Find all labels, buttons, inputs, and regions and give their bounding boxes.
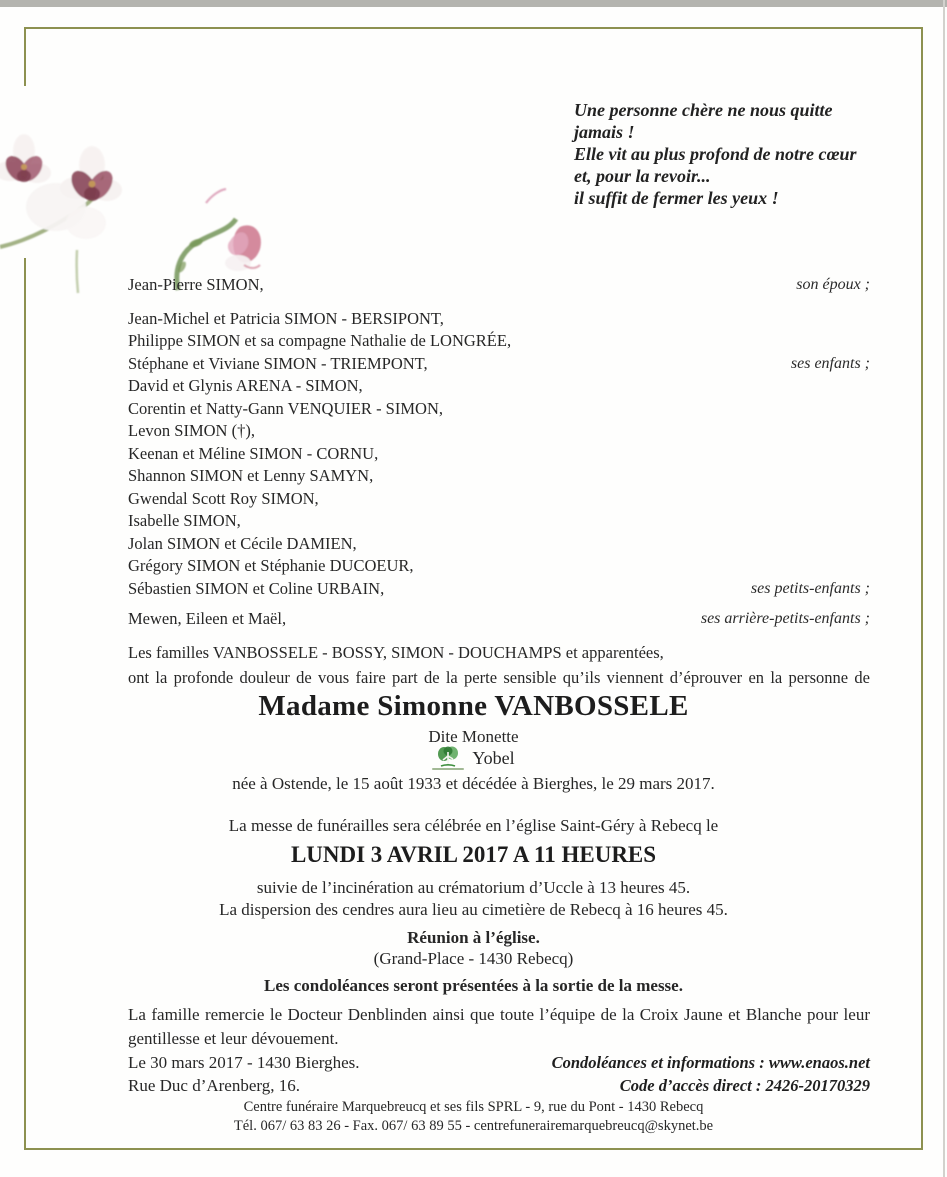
ashes-info: La dispersion des cendres aura lieu au cimetière de Rebecq à 16 heures 45. [219,900,728,919]
relation-label: ses arrière-petits-enfants ; [700,610,870,627]
notice-address: Rue Duc d’Arenberg, 16. [128,1076,301,1095]
green-tree-icon [437,746,459,767]
relation-label: ses petits-enfants ; [750,579,870,597]
family-names: Jean-Pierre SIMON, [128,275,264,294]
family-row [128,578,870,601]
deceased-name: Madame Simonne VANBOSSELE [258,690,689,722]
family-names: Philippe SIMON et sa compagne Nathalie de LONGRÉE, [128,331,512,350]
family-row [128,420,870,443]
family-names: Isabelle SIMON, [128,511,241,530]
family-row [128,488,870,511]
family-row [128,443,870,466]
family-list [128,274,870,664]
family-names: Mewen, Eileen et Maël, [128,609,287,628]
poem-line: et, pour la revoir... [574,166,711,186]
condolences-website: Condoléances et informations : www.enaos.net [551,1053,870,1072]
family-names: Les familles VANBOSSELE - BOSSY, SIMON - DOUCHAMPS et apparentées, [128,642,664,662]
family-row [128,533,870,556]
family-names: Stéphane et Viviane SIMON - TRIEMPONT, [128,353,428,373]
family-names: Gwendal Scott Roy SIMON, [128,488,319,508]
announcement-intro: ont la profonde douleur de vous faire part de la perte sensible qu’ils viennent d’éprouver en la personne de [128,668,870,687]
footer-address-block [128,1051,360,1097]
family-row [128,308,870,331]
relation-label: son époux ; [796,276,870,293]
family-row [128,642,870,665]
family-names: Shannon SIMON et Lenny SAMYN, [128,466,374,485]
orchid-watercolor-icon [0,85,270,300]
association-row [0,746,947,770]
scan-edge-right [943,0,945,1177]
family-names: Keenan et Méline SIMON - CORNU, [128,443,379,463]
meeting-place: (Grand-Place - 1430 Rebecq) [373,949,574,968]
family-row [128,608,870,631]
thanks-paragraph: La famille remercie le Docteur Denblinden ainsi que toute l’équipe de la Croix Jaune et Blanche pour leur gentillesse et leur dévouement. [128,1005,870,1048]
family-row [128,353,870,376]
condolences-note: Les condoléances seront présentées à la sortie de la messe. [264,976,683,995]
family-names: David et Glynis ARENA - SIMON, [128,376,363,395]
family-names: Grégory SIMON et Stéphanie DUCOEUR, [128,556,414,575]
ceremony-date: LUNDI 3 AVRIL 2017 A 11 HEURES [290,842,657,867]
family-row [128,398,870,421]
family-row [128,465,870,488]
family-row [128,330,870,353]
family-row [128,510,870,533]
funeral-home-contact: Tél. 067/ 63 83 26 - Fax. 067/ 63 89 55 - centrefunerairemarquebreucq@skynet.be [233,1118,714,1134]
association-name: Yobel [472,748,515,768]
access-code: Code d’accès direct : 2426-20170329 [619,1076,870,1095]
memorial-poem [574,99,884,209]
footer-enaos-block [552,1051,870,1097]
life-dates: née à Ostende, le 15 août 1933 et décédée à Bierghes, le 29 mars 2017. [232,774,715,793]
meeting-info: Réunion à l’église. [407,928,540,947]
relation-label: ses enfants ; [790,354,870,372]
deceased-nickname: Dite Monette [428,727,519,746]
mass-intro: La messe de funérailles sera célébrée en l’église Saint-Géry à Rebecq le [228,816,719,835]
funeral-home-line: Centre funéraire Marquebreucq et ses fils SPRL - 9, rue du Pont - 1430 Rebecq [243,1099,704,1115]
poem-line: Une personne chère ne nous quitte jamais ! [574,100,833,142]
poem-line: Elle vit au plus profond de notre cœur [574,144,857,164]
family-row [128,555,870,578]
scan-edge-top [0,0,947,7]
orchid-flower-image [0,85,270,300]
notice-date-place: Le 30 mars 2017 - 1430 Bierghes. [128,1053,360,1072]
poem-line: il suffit de fermer les yeux ! [574,188,779,208]
family-names: Jolan SIMON et Cécile DAMIEN, [128,533,357,553]
family-names: Corentin et Natty-Gann VENQUIER - SIMON, [128,398,443,418]
cremation-info: suivie de l’incinération au crématorium d’Uccle à 13 heures 45. [256,878,691,897]
logo-caption-line [432,768,464,770]
family-names: Sébastien SIMON et Coline URBAIN, [128,578,385,598]
family-row [128,274,870,297]
yobel-logo [432,746,464,770]
family-row [128,375,870,398]
family-names: Levon SIMON (†), [128,421,255,440]
family-names: Jean-Michel et Patricia SIMON - BERSIPONT, [128,308,444,328]
